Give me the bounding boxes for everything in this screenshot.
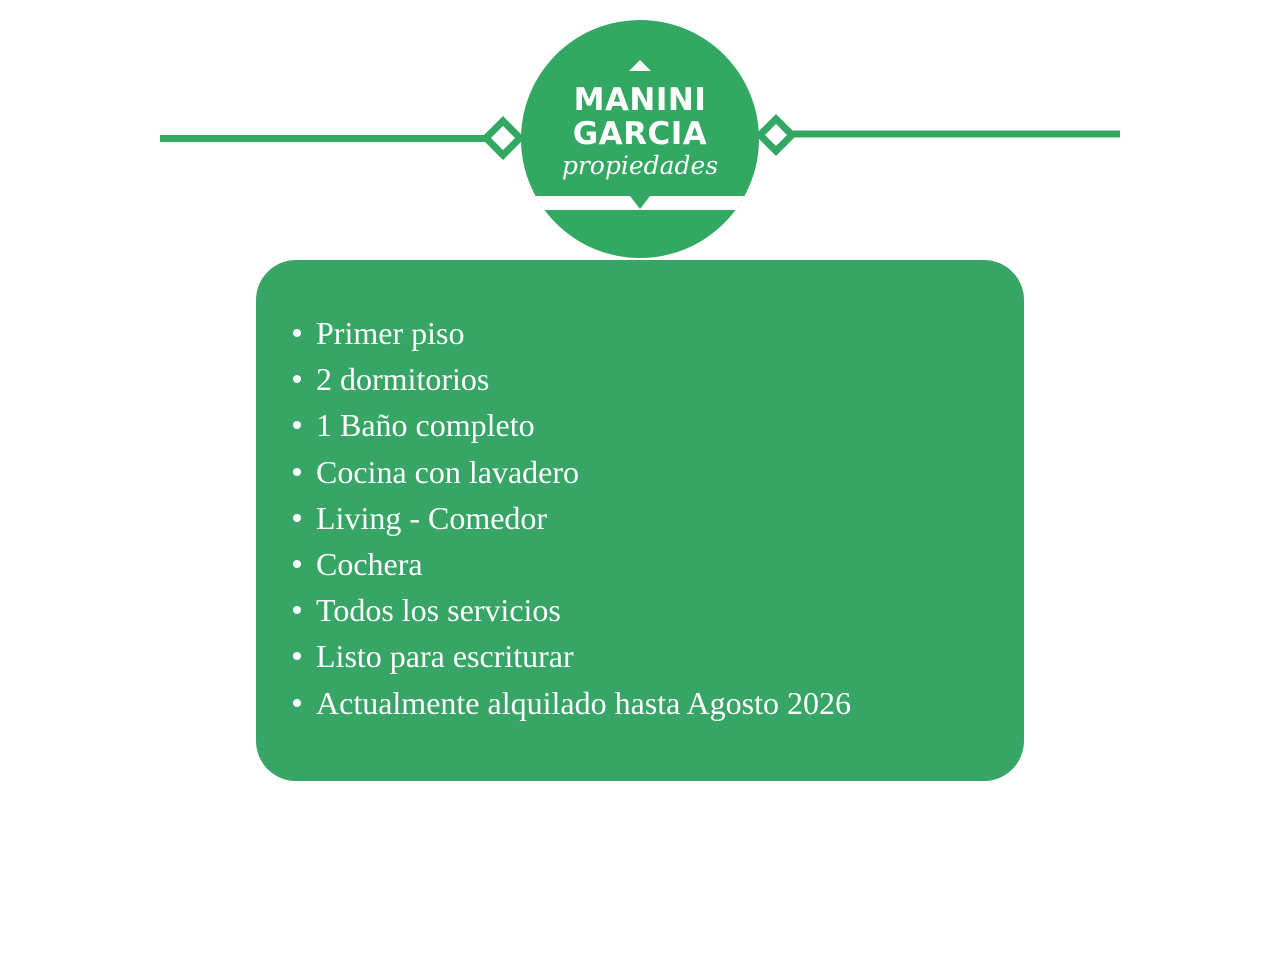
bullet-icon <box>293 468 301 476</box>
feature-item <box>290 356 851 402</box>
feature-item <box>290 310 851 356</box>
bullet-icon <box>293 560 301 568</box>
feature-text: Listo para escriturar <box>316 638 574 675</box>
bullet-icon <box>293 606 301 614</box>
feature-item <box>290 633 851 679</box>
bullet-icon <box>293 652 301 660</box>
brand-name-line1: MANINI <box>573 82 707 118</box>
brand-name-line2: GARCIA <box>572 116 708 152</box>
feature-item <box>290 541 851 587</box>
bullet-icon <box>293 421 301 429</box>
feature-text: 1 Baño completo <box>316 407 535 444</box>
logo-base-band <box>521 20 759 258</box>
feature-text: Primer piso <box>316 315 465 351</box>
feature-text: Living - Comedor <box>316 499 548 536</box>
feature-text: Cocina con lavadero <box>316 453 579 490</box>
feature-text: Actualmente alquilado hasta Agosto 2026 <box>316 684 851 721</box>
diamond-right-icon <box>760 119 792 151</box>
feature-text: 2 dormitorios <box>316 361 490 398</box>
feature-text: Todos los servicios <box>316 592 561 629</box>
brand-tagline: propiedades <box>561 151 719 180</box>
bullet-icon <box>293 514 301 522</box>
features-list <box>290 310 851 726</box>
feature-item <box>290 680 851 726</box>
diamond-left-icon <box>486 121 520 155</box>
feature-item <box>290 587 851 633</box>
bullet-icon <box>293 375 301 383</box>
brand-logo <box>521 20 759 258</box>
feature-item <box>290 495 851 541</box>
feature-item <box>290 449 851 495</box>
bullet-icon <box>293 329 301 337</box>
feature-text: Cochera <box>316 545 423 582</box>
features-card <box>256 260 1024 781</box>
feature-item <box>290 402 851 448</box>
bullet-icon <box>293 699 301 707</box>
